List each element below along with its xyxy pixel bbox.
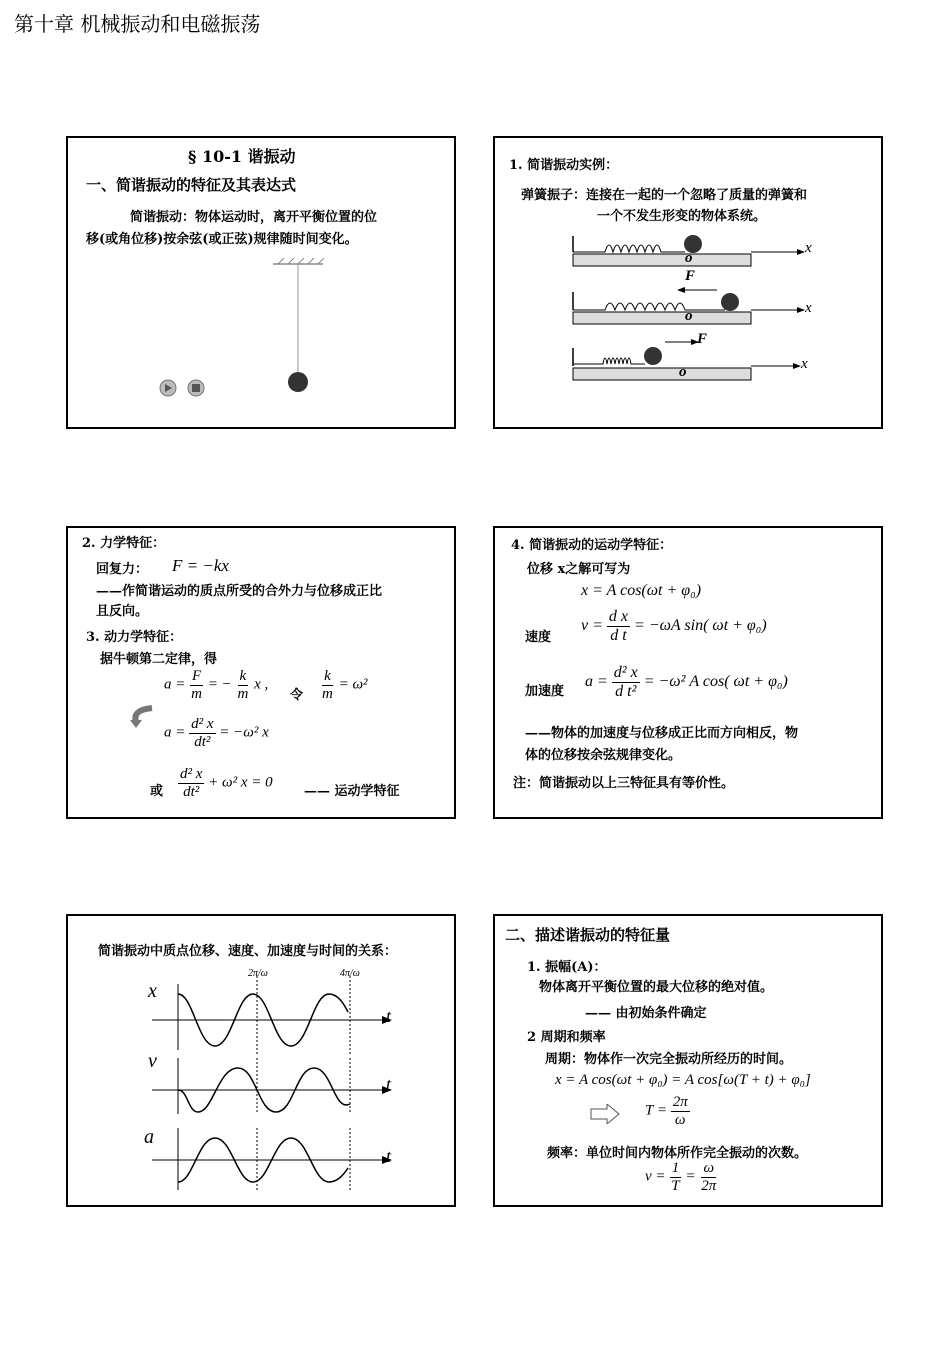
- arrow-icon: [128, 704, 160, 730]
- slide-spring-oscillator: [493, 136, 883, 429]
- force-label-1: F: [685, 268, 696, 284]
- newton-law: 据牛顿第二定律，得: [100, 652, 218, 667]
- period-title: 2 周期和频率: [527, 1030, 606, 1045]
- desc-line-2: 且反向。: [96, 604, 149, 619]
- velocity-label: 速度: [525, 630, 552, 645]
- origin-label-1: o: [685, 250, 693, 266]
- or-label: 或: [150, 784, 164, 799]
- graph-t-label-2: t: [386, 1074, 392, 1094]
- restoring-label: 回复力：: [96, 562, 149, 577]
- amplitude-title: 1. 振幅(A)：: [527, 960, 607, 975]
- acceleration-label: 加速度: [525, 684, 565, 699]
- let-label: 令: [290, 688, 304, 703]
- dynamics-title: 3. 动力学特征：: [86, 630, 183, 645]
- sinusoid-graphs: [138, 964, 398, 1204]
- slide-time-graphs: [66, 914, 456, 1207]
- graph-label-v: v: [148, 1050, 157, 1072]
- graph-t-label-3: t: [386, 1146, 392, 1166]
- desc-line-1: ——物体的加速度与位移成正比而方向相反，物: [525, 726, 799, 741]
- acceleration-formula: a = $\frac{\text{d² x}}{\text{d t²}}$ = −ω² A cos( ωt + φ₀): [585, 664, 788, 700]
- dynamics-equation: $\frac{\text{d² x}}{\text{dt²}}$ + ω² x = 0: [180, 766, 273, 800]
- mark-4pi-omega: 4π/ω: [340, 968, 360, 979]
- definition-line-1: 简谐振动：物体运动时，离开平衡位置的位: [130, 210, 378, 225]
- accel-formula-2: a = $\frac{\text{d² x}}{\text{dt²}}$ = −ω² x: [164, 716, 269, 750]
- section-title: § 10-1 谐振动: [188, 147, 296, 166]
- origin-label-2: o: [685, 308, 693, 324]
- mark-2pi-omega: 2π/ω: [248, 968, 268, 979]
- frequency-formula: ν = $\frac{1}{T}$ = $\frac{\omega}{2\pi}$: [645, 1160, 717, 1194]
- period-expression: T = $\frac{2\pi}{\omega}$: [645, 1094, 688, 1128]
- desc-line-2: 体的位移按余弦规律变化。: [525, 748, 682, 763]
- period-formula: x = A cos(ωt + φ₀) = A cos[ω(T + t) + φ₀]: [555, 1072, 811, 1088]
- section-heading: 一、简谐振动的特征及其表达式: [86, 176, 297, 194]
- definition-line-2: 移(或角位移)按余弦(或正弦)规律随时间变化。: [86, 232, 358, 247]
- displacement-label: 位移 x之解可写为: [527, 562, 631, 577]
- graph-t-label-1: t: [386, 1006, 392, 1026]
- force-label-2: F: [697, 331, 708, 347]
- slide-title: 简谐振动中质点位移、速度、加速度与时间的关系：: [98, 944, 398, 959]
- amplitude-note: —— 由初始条件确定: [585, 1006, 707, 1021]
- dynamics-label: —— 运动学特征: [304, 784, 400, 799]
- slide-dynamics: [66, 526, 456, 819]
- slide-title: 1. 简谐振动实例：: [509, 158, 619, 173]
- note: 注：简谐振动以上三特征具有等价性。: [513, 776, 735, 791]
- accel-formula-1: a = $\frac{F}{m}$ = − $\frac{k}{m}$ x ,: [164, 668, 269, 702]
- axis-x-label-1: x: [805, 240, 812, 256]
- slide-characteristics: [493, 914, 883, 1207]
- stop-icon[interactable]: [186, 378, 206, 398]
- axis-x-label-2: x: [805, 300, 812, 316]
- displacement-formula: x = A cos(ωt + φ₀): [581, 582, 702, 599]
- spring-label: 弹簧振子：连接在一起的一个忽略了质量的弹簧和: [521, 188, 808, 203]
- origin-label-3: o: [679, 364, 687, 380]
- velocity-formula: v = $\frac{\text{d x}}{\text{d t}}$ = −ωA sin( ωt + φ₀): [581, 608, 767, 644]
- pendulum-illustration: [268, 256, 338, 396]
- play-icon[interactable]: [158, 378, 178, 398]
- restoring-formula: F = −kx: [172, 556, 229, 575]
- graph-label-x: x: [148, 980, 157, 1002]
- omega-def-formula: $\frac{k}{m}$ = ω²: [322, 668, 368, 702]
- graph-label-a: a: [144, 1126, 154, 1148]
- slide-harmonic-intro: [66, 136, 456, 429]
- spring-diagram: [565, 230, 825, 385]
- section-heading: 二、描述谐振动的特征量: [505, 926, 671, 944]
- arrow-icon: [589, 1104, 621, 1124]
- slide-kinematics: [493, 526, 883, 819]
- desc-line-1: ——作简谐运动的质点所受的合外力与位移成正比: [96, 584, 383, 599]
- axis-x-label-3: x: [801, 356, 808, 372]
- frequency-desc: 频率：单位时间内物体所作完全振动的次数。: [547, 1146, 808, 1161]
- amplitude-desc: 物体离开平衡位置的最大位移的绝对值。: [539, 980, 774, 995]
- slide-title: 2. 力学特征：: [82, 536, 166, 551]
- page-title: 第十章 机械振动和电磁振荡: [14, 12, 261, 36]
- slide-title: 4. 简谐振动的运动学特征：: [511, 538, 673, 553]
- spring-label-2: 一个不发生形变的物体系统。: [597, 209, 767, 224]
- period-desc: 周期：物体作一次完全振动所经历的时间。: [545, 1052, 793, 1067]
